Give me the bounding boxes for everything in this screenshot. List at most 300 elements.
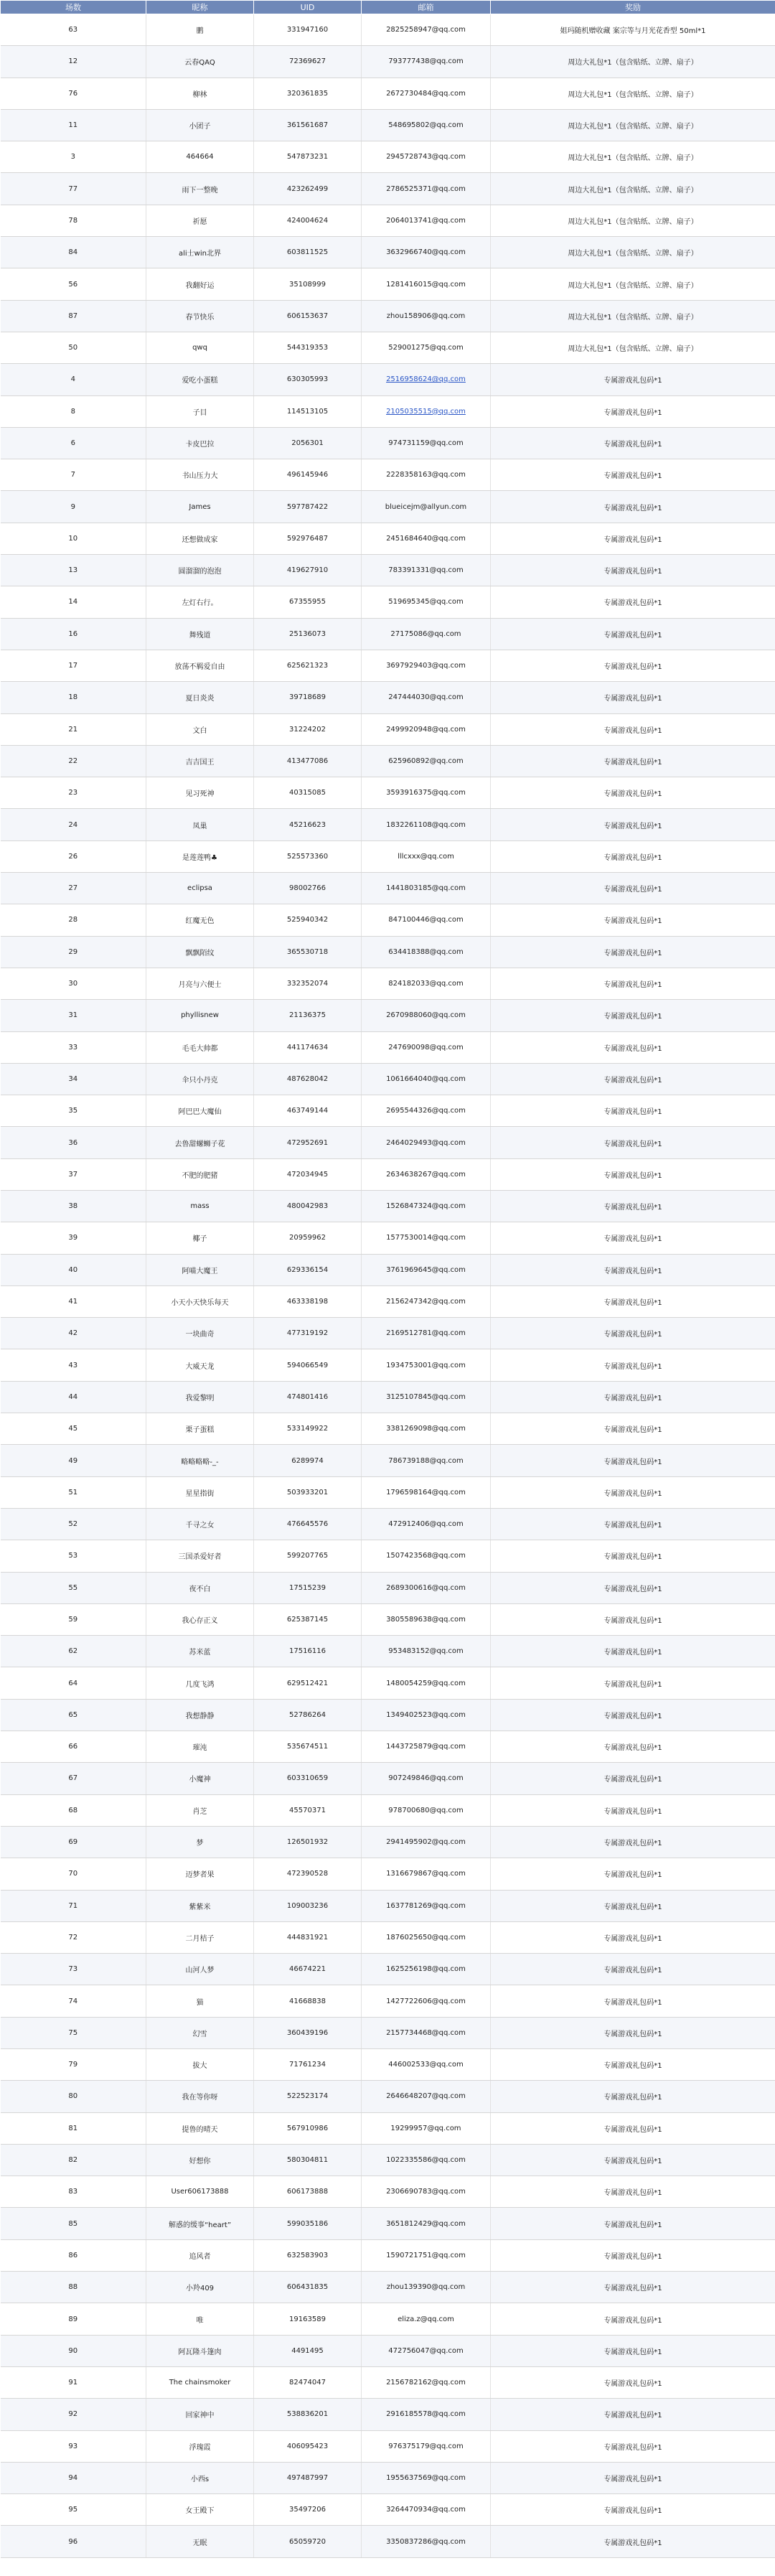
cell-round: 49 [1,1445,146,1476]
cell-email: 2672730484@qq.com [362,78,491,109]
cell-email: blueicejm@allyun.com [362,491,491,523]
table-row [1,78,775,109]
table-row [1,1222,775,1254]
cell-nickname: 拔大 [146,2049,254,2081]
cell-nickname: 卡皮巴拉 [146,427,254,459]
cell-reward: 专属游戏礼包码*1 [491,395,775,427]
cell-nickname: 回家神中 [146,2399,254,2430]
cell-uid: 423262499 [254,173,362,205]
cell-round: 33 [1,1031,146,1063]
cell-reward: 专属游戏礼包码*1 [491,2049,775,2081]
cell-reward: 专属游戏礼包码*1 [491,1636,775,1667]
table-row [1,904,775,936]
cell-email[interactable]: 2105035515@qq.com [362,395,491,427]
cell-email: 3264470934@qq.com [362,2494,491,2526]
table-row [1,173,775,205]
cell-reward: 专属游戏礼包码*1 [491,2272,775,2303]
cell-uid: 40315085 [254,777,362,809]
cell-round: 42 [1,1318,146,1349]
table-row [1,1572,775,1603]
cell-nickname: 栗子蛋糕 [146,1413,254,1445]
cell-round: 90 [1,2335,146,2366]
cell-nickname: 星星指街 [146,1476,254,1508]
cell-uid: 522523174 [254,2081,362,2112]
cell-reward: 专属游戏礼包码*1 [491,1540,775,1572]
cell-round: 11 [1,109,146,141]
cell-nickname: 一块曲奇 [146,1318,254,1349]
cell-round: 65 [1,1699,146,1730]
cell-email: 446002533@qq.com [362,2049,491,2081]
cell-reward: 周边大礼包*1（包含贴纸、立牌、扇子） [491,205,775,236]
cell-reward: 专属游戏礼包码*1 [491,2366,775,2398]
cell-round: 6 [1,427,146,459]
table-row [1,2430,775,2462]
cell-round: 35 [1,1095,146,1127]
cell-nickname: 梦 [146,1826,254,1858]
cell-nickname: mass [146,1190,254,1222]
cell-round: 45 [1,1413,146,1445]
cell-email: zhou139390@qq.com [362,2272,491,2303]
cell-nickname: 紫紫米 [146,1890,254,1921]
cell-round: 40 [1,1254,146,1285]
cell-reward: 专属游戏礼包码*1 [491,459,775,491]
cell-uid: 603310659 [254,1763,362,1794]
cell-nickname: 夏日炎炎 [146,682,254,713]
table-row [1,1413,775,1445]
table-row [1,2303,775,2335]
cell-nickname: 伞只小丹克 [146,1063,254,1095]
cell-reward: 专属游戏礼包码*1 [491,555,775,586]
cell-uid: 533149922 [254,1413,362,1445]
cell-uid: 45216623 [254,809,362,840]
cell-uid: 17516116 [254,1636,362,1667]
cell-uid: 630305993 [254,364,362,395]
cell-round: 4 [1,364,146,395]
cell-email: 974731159@qq.com [362,427,491,459]
cell-round: 7 [1,459,146,491]
cell-round: 12 [1,46,146,78]
table-row [1,1508,775,1540]
table-row [1,618,775,650]
cell-email: 2451684640@qq.com [362,523,491,554]
cell-nickname: phyllisnew [146,1000,254,1031]
table-row [1,840,775,872]
table-row [1,2526,775,2557]
cell-nickname: 无眠 [146,2526,254,2557]
cell-email: 3593916375@qq.com [362,777,491,809]
cell-uid: 487628042 [254,1063,362,1095]
cell-round: 56 [1,268,146,300]
cell-round: 38 [1,1190,146,1222]
cell-reward: 专属游戏礼包码*1 [491,1954,775,1985]
cell-uid: 625621323 [254,650,362,681]
cell-uid: 463338198 [254,1285,362,1317]
cell-reward: 专属游戏礼包码*1 [491,968,775,999]
cell-uid: 503933201 [254,1476,362,1508]
cell-email: 19299957@qq.com [362,2112,491,2144]
cell-nickname: 我爱黎明 [146,1381,254,1413]
cell-round: 74 [1,1985,146,2017]
cell-round: 66 [1,1731,146,1763]
cell-reward: 专属游戏礼包码*1 [491,1699,775,1730]
cell-uid: 567910986 [254,2112,362,2144]
cell-round: 51 [1,1476,146,1508]
cell-nickname: 小魔神 [146,1763,254,1794]
table-row [1,873,775,904]
cell-reward: 专属游戏礼包码*1 [491,2399,775,2430]
cell-round: 88 [1,2272,146,2303]
cell-round: 22 [1,745,146,777]
cell-uid: 629512421 [254,1667,362,1699]
cell-uid: 525573360 [254,840,362,872]
cell-round: 36 [1,1127,146,1158]
table-row [1,1158,775,1190]
cell-round: 72 [1,1921,146,1953]
cell-nickname: 祈愿 [146,205,254,236]
cell-email: 2464029493@qq.com [362,1127,491,1158]
cell-round: 30 [1,968,146,999]
table-row [1,523,775,554]
cell-uid: 419627910 [254,555,362,586]
cell-round: 16 [1,618,146,650]
cell-reward: 专属游戏礼包码*1 [491,1031,775,1063]
cell-round: 34 [1,1063,146,1095]
cell-round: 44 [1,1381,146,1413]
cell-nickname: 椰子 [146,1222,254,1254]
cell-reward: 专属游戏礼包码*1 [491,1603,775,1635]
table-header-row [1,1,775,14]
cell-uid: 65059720 [254,2526,362,2557]
cell-uid: 25136073 [254,618,362,650]
cell-nickname: 我想静静 [146,1699,254,1730]
cell-email: 1876025650@qq.com [362,1921,491,1953]
cell-nickname: 月亮与六便士 [146,968,254,999]
cell-round: 69 [1,1826,146,1858]
cell-reward: 周边大礼包*1（包含贴纸、立牌、扇子） [491,300,775,332]
cell-uid: 126501932 [254,1826,362,1858]
cell-round: 13 [1,555,146,586]
cell-uid: 98002766 [254,873,362,904]
table-row [1,586,775,618]
table-row [1,268,775,300]
cell-email: 1441803185@qq.com [362,873,491,904]
cell-nickname: 肖芝 [146,1794,254,1826]
cell-email: 548695802@qq.com [362,109,491,141]
header-nickname: 昵称 [146,1,254,14]
cell-nickname: 阿瓦隆斗篷肉 [146,2335,254,2366]
cell-reward: 周边大礼包*1（包含贴纸、立牌、扇子） [491,332,775,363]
cell-email: 793777438@qq.com [362,46,491,78]
table-row [1,2366,775,2398]
cell-nickname: 飘飘陌纹 [146,936,254,968]
cell-reward: 专属游戏礼包码*1 [491,1190,775,1222]
cell-uid: 606173888 [254,2176,362,2208]
cell-nickname: 苏米蓝 [146,1636,254,1667]
cell-email: 3350837286@qq.com [362,2526,491,2557]
table-row [1,1000,775,1031]
cell-round: 10 [1,523,146,554]
cell-uid: 477319192 [254,1318,362,1349]
cell-reward: 专属游戏礼包码*1 [491,2081,775,2112]
cell-nickname: 山河人梦 [146,1954,254,1985]
cell-nickname: 小西s [146,2462,254,2493]
cell-reward: 专属游戏礼包码*1 [491,1921,775,1953]
cell-nickname: 子目 [146,395,254,427]
cell-reward: 专属游戏礼包码*1 [491,1381,775,1413]
cell-nickname: 阿喵大魔王 [146,1254,254,1285]
table-row [1,777,775,809]
cell-round: 93 [1,2430,146,2462]
cell-uid: 361561687 [254,109,362,141]
cell-email: 2157734468@qq.com [362,2017,491,2048]
cell-round: 37 [1,1158,146,1190]
cell-uid: 35497206 [254,2494,362,2526]
table-row [1,395,775,427]
cell-nickname: 猫 [146,1985,254,2017]
cell-email: 1281416015@qq.com [362,268,491,300]
table-row [1,2112,775,2144]
cell-uid: 476645576 [254,1508,362,1540]
cell-uid: 17515239 [254,1572,362,1603]
cell-nickname: 红魔无色 [146,904,254,936]
header-reward: 奖励 [491,1,775,14]
cell-email: 2634638267@qq.com [362,1158,491,1190]
cell-nickname: 爱吃小蛋糕 [146,364,254,395]
cell-reward: 专属游戏礼包码*1 [491,2462,775,2493]
cell-reward: 周边大礼包*1（包含贴纸、立牌、扇子） [491,109,775,141]
cell-nickname: 我在等你呀 [146,2081,254,2112]
cell-nickname: 春节快乐 [146,300,254,332]
cell-round: 50 [1,332,146,363]
cell-round: 21 [1,713,146,745]
table-row [1,1127,775,1158]
cell-uid: 625387145 [254,1603,362,1635]
cell-email: 2786525371@qq.com [362,173,491,205]
cell-uid: 547873231 [254,141,362,173]
cell-reward: 专属游戏礼包码*1 [491,1731,775,1763]
cell-email: 1637781269@qq.com [362,1890,491,1921]
cell-uid: 4491495 [254,2335,362,2366]
table-row [1,936,775,968]
cell-reward: 专属游戏礼包码*1 [491,1890,775,1921]
cell-reward: 专属游戏礼包码*1 [491,1508,775,1540]
cell-round: 87 [1,300,146,332]
cell-round: 70 [1,1858,146,1890]
cell-email: 847100446@qq.com [362,904,491,936]
cell-email: eliza.z@qq.com [362,2303,491,2335]
cell-uid: 46674221 [254,1954,362,1985]
cell-reward: 专属游戏礼包码*1 [491,1763,775,1794]
cell-reward: 专属游戏礼包码*1 [491,586,775,618]
cell-round: 80 [1,2081,146,2112]
table-row [1,682,775,713]
cell-reward: 专属游戏礼包码*1 [491,650,775,681]
cell-email[interactable]: 2516958624@qq.com [362,364,491,395]
cell-round: 3 [1,141,146,173]
cell-reward: 专属游戏礼包码*1 [491,1985,775,2017]
cell-email: 2156782162@qq.com [362,2366,491,2398]
cell-reward: 专属游戏礼包码*1 [491,2017,775,2048]
cell-email: 3651812429@qq.com [362,2208,491,2239]
table-row [1,713,775,745]
cell-nickname: 追风者 [146,2239,254,2271]
cell-round: 86 [1,2239,146,2271]
cell-round: 14 [1,586,146,618]
cell-email: 2670988060@qq.com [362,1000,491,1031]
cell-email: 2695544326@qq.com [362,1095,491,1127]
cell-uid: 472952691 [254,1127,362,1158]
table-row [1,2462,775,2493]
table-row [1,2335,775,2366]
cell-email: 625960892@qq.com [362,745,491,777]
cell-uid: 114513105 [254,395,362,427]
cell-reward: 专属游戏礼包码*1 [491,904,775,936]
cell-reward: 专属游戏礼包码*1 [491,2494,775,2526]
cell-email: 783391331@qq.com [362,555,491,586]
cell-email: 2941495902@qq.com [362,1826,491,1858]
cell-round: 79 [1,2049,146,2081]
cell-email: 1577530014@qq.com [362,1222,491,1254]
cell-reward: 周边大礼包*1（包含贴纸、立牌、扇子） [491,46,775,78]
cell-reward: 周边大礼包*1（包含贴纸、立牌、扇子） [491,173,775,205]
cell-reward: 专属游戏礼包码*1 [491,1127,775,1158]
cell-round: 62 [1,1636,146,1667]
cell-round: 8 [1,395,146,427]
table-row [1,300,775,332]
cell-round: 92 [1,2399,146,2430]
cell-nickname: 书山压力大 [146,459,254,491]
cell-round: 84 [1,237,146,268]
cell-reward: 专属游戏礼包码*1 [491,713,775,745]
table-row [1,14,775,46]
cell-email: 634418388@qq.com [362,936,491,968]
cell-reward: 专属游戏礼包码*1 [491,523,775,554]
cell-nickname: 云春QAQ [146,46,254,78]
table-body [1,14,775,2558]
cell-uid: 606153637 [254,300,362,332]
cell-email: 247690098@qq.com [362,1031,491,1063]
table-row [1,1349,775,1381]
table-row [1,1763,775,1794]
cell-nickname: 舞残道 [146,618,254,650]
cell-nickname: User606173888 [146,2176,254,2208]
cell-nickname: 左灯右行。 [146,586,254,618]
cell-email: zhou158906@qq.com [362,300,491,332]
cell-nickname: 柳林 [146,78,254,109]
cell-round: 77 [1,173,146,205]
cell-nickname: 浮瑰霞 [146,2430,254,2462]
table-row [1,1063,775,1095]
cell-round: 31 [1,1000,146,1031]
cell-nickname: 几度飞鸿 [146,1667,254,1699]
table-row [1,2017,775,2048]
table-row [1,2144,775,2175]
cell-reward: 专属游戏礼包码*1 [491,2526,775,2557]
cell-round: 75 [1,2017,146,2048]
cell-round: 28 [1,904,146,936]
cell-nickname: eclipsa [146,873,254,904]
cell-uid: 35108999 [254,268,362,300]
cell-email: 1480054259@qq.com [362,1667,491,1699]
cell-uid: 39718689 [254,682,362,713]
cell-nickname: qwq [146,332,254,363]
cell-reward: 专属游戏礼包码*1 [491,364,775,395]
cell-email: 3632966740@qq.com [362,237,491,268]
table-row [1,459,775,491]
cell-nickname: 提鲁的晴天 [146,2112,254,2144]
cell-round: 76 [1,78,146,109]
cell-email: 472756047@qq.com [362,2335,491,2366]
cell-nickname: 阿巴巴大魔仙 [146,1095,254,1127]
table-row [1,1826,775,1858]
cell-uid: 603811525 [254,237,362,268]
cell-uid: 444831921 [254,1921,362,1953]
table-row [1,1445,775,1476]
table-row [1,1540,775,1572]
cell-round: 81 [1,2112,146,2144]
cell-uid: 31224202 [254,713,362,745]
cell-email: 978700680@qq.com [362,1794,491,1826]
cell-uid: 320361835 [254,78,362,109]
cell-uid: 599207765 [254,1540,362,1572]
cell-reward: 专属游戏礼包码*1 [491,2239,775,2271]
cell-email: 1832261108@qq.com [362,809,491,840]
cell-round: 82 [1,2144,146,2175]
cell-email: 519695345@qq.com [362,586,491,618]
table-row [1,1381,775,1413]
table-row [1,1603,775,1635]
table-row [1,745,775,777]
cell-uid: 72369627 [254,46,362,78]
cell-reward: 专属游戏礼包码*1 [491,1000,775,1031]
cell-uid: 331947160 [254,14,362,46]
table-row [1,2208,775,2239]
table-row [1,1285,775,1317]
table-row [1,332,775,363]
cell-reward: 专属游戏礼包码*1 [491,873,775,904]
cell-email: 3761969645@qq.com [362,1254,491,1285]
cell-reward: 周边大礼包*1（包含贴纸、立牌、扇子） [491,141,775,173]
header-round: 场数 [1,1,146,14]
cell-email: 1796598164@qq.com [362,1476,491,1508]
cell-nickname: 凤巢 [146,809,254,840]
cell-round: 64 [1,1667,146,1699]
cell-round: 95 [1,2494,146,2526]
cell-reward: 专属游戏礼包码*1 [491,777,775,809]
cell-round: 55 [1,1572,146,1603]
cell-reward: 周边大礼包*1（包含贴纸、立牌、扇子） [491,78,775,109]
cell-reward: 专属游戏礼包码*1 [491,936,775,968]
table-row [1,1921,775,1953]
cell-email: 2228358163@qq.com [362,459,491,491]
cell-nickname: 女王殿下 [146,2494,254,2526]
table-row [1,809,775,840]
table-row [1,1985,775,2017]
cell-email: 1625256198@qq.com [362,1954,491,1985]
cell-uid: 629336154 [254,1254,362,1285]
cell-uid: 406095423 [254,2430,362,2462]
table-row [1,1476,775,1508]
cell-round: 17 [1,650,146,681]
cell-reward: 专属游戏礼包码*1 [491,1794,775,1826]
table-row [1,364,775,395]
cell-uid: 413477086 [254,745,362,777]
cell-round: 89 [1,2303,146,2335]
cell-reward: 专属游戏礼包码*1 [491,1254,775,1285]
cell-email: 3125107845@qq.com [362,1381,491,1413]
cell-round: 73 [1,1954,146,1985]
cell-email: 27175086@qq.com [362,618,491,650]
